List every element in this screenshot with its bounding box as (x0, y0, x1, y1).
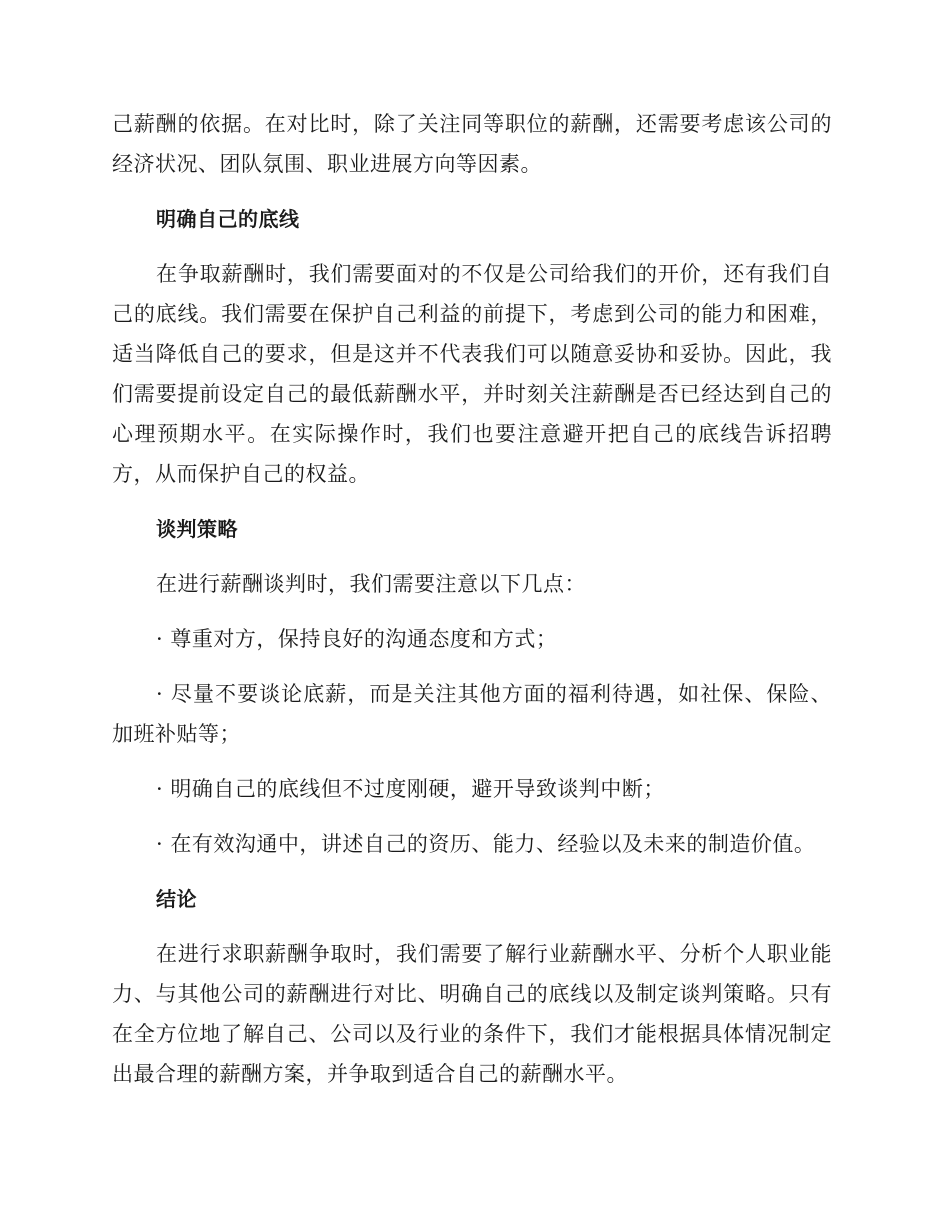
bottom-line-paragraph: 在争取薪酬时，我们需要面对的不仅是公司给我们的开价，还有我们自己的底线。我们需要在保护自己利益的前提下，考虑到公司的能力和困难，适当降低自己的要求，但是这并不代表我们可以随意妥协和妥协。因此，我们需要提前设定自己的最低薪酬水平，并时刻关注薪酬是否已经达到自己的心理预期水平。在实际操作时，我们也要注意避开把自己的底线告诉招聘方，从而保护自己的权益。 (112, 262, 832, 486)
conclusion-paragraph: 在进行求职薪酬争取时，我们需要了解行业薪酬水平、分析个人职业能力、与其他公司的薪酬进行对比、明确自己的底线以及制定谈判策略。只有在全方位地了解自己、公司以及行业的条件下，我们才能根据具体情况制定出最合理的薪酬方案，并争取到适合自己的薪酬水平。 (112, 942, 832, 1086)
strategy-bullet-4: · 在有效沟通中，讲述自己的资历、能力、经验以及未来的制造价值。 (156, 832, 816, 856)
strategy-intro-paragraph: 在进行薪酬谈判时，我们需要注意以下几点： (156, 572, 586, 596)
strategy-bullet-2: · 尽量不要谈论底薪，而是关注其他方面的福利待遇，如社保、保险、加班补贴等； (112, 682, 832, 746)
section-heading-strategy: 谈判策略 (156, 517, 238, 541)
document-page (112, 104, 832, 1109)
section-heading-conclusion: 结论 (156, 887, 197, 911)
strategy-bullet-1: · 尊重对方，保持良好的沟通态度和方式； (156, 627, 558, 651)
intro-continuation-paragraph: 己薪酬的依据。在对比时，除了关注同等职位的薪酬，还需要考虑该公司的经济状况、团队氛围、职业进展方向等因素。 (112, 112, 832, 176)
section-heading-bottom-line: 明确自己的底线 (156, 207, 300, 231)
strategy-bullet-3: · 明确自己的底线但不过度刚硬，避开导致谈判中断； (156, 777, 665, 801)
